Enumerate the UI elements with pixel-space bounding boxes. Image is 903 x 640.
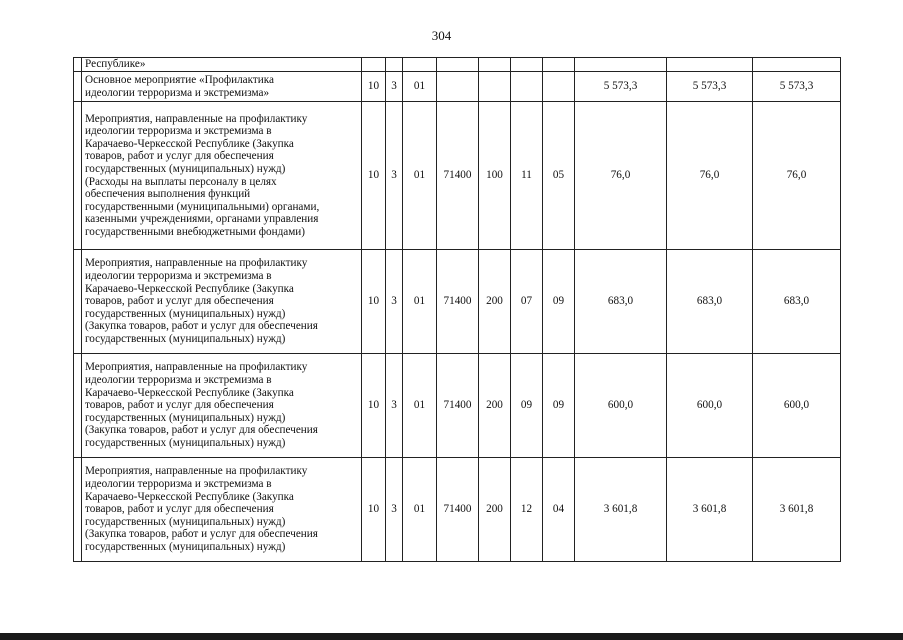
item-name-cell — [82, 458, 362, 562]
item-name-line: (Закупка товаров, работ и услуг для обеспечения — [85, 320, 318, 333]
item-name-line: государственных (муниципальных) нужд) — [85, 515, 286, 528]
code-cell — [479, 58, 511, 72]
amount-cell: 5 573,3 — [667, 72, 753, 102]
amount-cell: 683,0 — [667, 250, 753, 354]
item-name-cell — [82, 58, 362, 72]
item-name-line: Мероприятия, направленные на профилактику — [85, 361, 308, 374]
row-marker-cell — [74, 72, 82, 102]
table-row — [74, 354, 841, 458]
item-name-line: (Закупка товаров, работ и услуг для обеспечения — [85, 528, 318, 541]
code-cell: 200 — [479, 354, 511, 458]
amount-cell: 76,0 — [575, 102, 667, 250]
item-name-line: товаров, работ и услуг для обеспечения — [85, 150, 274, 163]
item-name-line: Основное мероприятие «Профилактика — [85, 73, 275, 86]
item-name-line: Карачаево-Черкесской Республике (Закупка — [85, 137, 294, 150]
item-name-line: Карачаево-Черкесской Республике (Закупка — [85, 386, 294, 399]
code-cell — [511, 58, 543, 72]
amount-cell: 5 573,3 — [753, 72, 841, 102]
item-name-line: идеологии терроризма и экстремизма в — [85, 478, 272, 491]
code-cell — [543, 72, 575, 102]
item-name-line: Мероприятия, направленные на профилактику — [85, 112, 308, 125]
row-marker-cell — [74, 354, 82, 458]
code-cell: 200 — [479, 250, 511, 354]
amount-cell: 76,0 — [753, 102, 841, 250]
code-cell: 71400 — [437, 250, 479, 354]
code-cell: 10 — [362, 458, 386, 562]
item-name-line: государственных (муниципальных) нужд) — [85, 332, 286, 345]
amount-cell — [575, 58, 667, 72]
item-name-line: обеспечения выполнения функций — [85, 188, 251, 201]
amount-cell: 3 601,8 — [575, 458, 667, 562]
code-cell: 3 — [386, 458, 403, 562]
amount-cell: 600,0 — [667, 354, 753, 458]
code-cell: 71400 — [437, 354, 479, 458]
code-cell — [386, 58, 403, 72]
code-cell: 07 — [511, 250, 543, 354]
table-row — [74, 102, 841, 250]
code-cell: 09 — [543, 354, 575, 458]
code-cell — [403, 58, 437, 72]
code-cell: 100 — [479, 102, 511, 250]
item-name-line: товаров, работ и услуг для обеспечения — [85, 295, 274, 308]
code-cell: 12 — [511, 458, 543, 562]
amount-cell — [667, 58, 753, 72]
table-row — [74, 58, 841, 72]
budget-table — [73, 57, 841, 562]
item-name-line: государственными внебюджетными фондами) — [85, 225, 306, 238]
row-marker-cell — [74, 58, 82, 72]
item-name-line: Мероприятия, направленные на профилактику — [85, 257, 308, 270]
item-name-line: государственных (муниципальных) нужд) — [85, 436, 286, 449]
code-cell: 10 — [362, 250, 386, 354]
code-cell: 01 — [403, 354, 437, 458]
code-cell: 3 — [386, 250, 403, 354]
amount-cell: 3 601,8 — [753, 458, 841, 562]
code-cell: 01 — [403, 102, 437, 250]
item-name-line: государственных (муниципальных) нужд) — [85, 540, 286, 553]
page-number: 304 — [431, 28, 452, 43]
code-cell: 3 — [386, 102, 403, 250]
code-cell — [511, 72, 543, 102]
code-cell — [543, 58, 575, 72]
item-name-line: (Расходы на выплаты персоналу в целях — [85, 175, 277, 188]
code-cell: 01 — [403, 458, 437, 562]
item-name-line: государственными (муниципальными) органами, — [85, 200, 320, 213]
item-name-cell — [82, 354, 362, 458]
item-name-line: государственных (муниципальных) нужд) — [85, 162, 286, 175]
amount-cell: 3 601,8 — [667, 458, 753, 562]
code-cell: 71400 — [437, 102, 479, 250]
code-cell: 05 — [543, 102, 575, 250]
item-name-line: идеологии терроризма и экстремизма» — [85, 86, 270, 99]
code-cell: 3 — [386, 72, 403, 102]
item-name-line: Республике» — [85, 58, 146, 71]
item-name-line: Карачаево-Черкесской Республике (Закупка — [85, 282, 294, 295]
row-marker-cell — [74, 102, 82, 250]
item-name-line: Мероприятия, направленные на профилактику — [85, 465, 308, 478]
item-name-line: государственных (муниципальных) нужд) — [85, 307, 286, 320]
table-body — [74, 58, 841, 562]
item-name-line: Карачаево-Черкесской Республике (Закупка — [85, 490, 294, 503]
amount-cell: 5 573,3 — [575, 72, 667, 102]
item-name-cell — [82, 102, 362, 250]
row-marker-cell — [74, 250, 82, 354]
item-name-line: товаров, работ и услуг для обеспечения — [85, 399, 274, 412]
code-cell: 10 — [362, 72, 386, 102]
code-cell: 11 — [511, 102, 543, 250]
scan-bottom-edge — [0, 633, 903, 640]
amount-cell: 683,0 — [575, 250, 667, 354]
item-name-line: государственных (муниципальных) нужд) — [85, 411, 286, 424]
item-name-line: казенными учреждениями, органами управления — [85, 213, 319, 226]
row-marker-cell — [74, 458, 82, 562]
table-row — [74, 72, 841, 102]
item-name-line: товаров, работ и услуг для обеспечения — [85, 503, 274, 516]
code-cell — [362, 58, 386, 72]
table-row — [74, 458, 841, 562]
amount-cell: 76,0 — [667, 102, 753, 250]
code-cell: 01 — [403, 72, 437, 102]
table-row — [74, 250, 841, 354]
item-name-line: идеологии терроризма и экстремизма в — [85, 270, 272, 283]
code-cell: 3 — [386, 354, 403, 458]
item-name-cell — [82, 72, 362, 102]
code-cell: 10 — [362, 102, 386, 250]
code-cell: 71400 — [437, 458, 479, 562]
amount-cell: 600,0 — [575, 354, 667, 458]
amount-cell: 683,0 — [753, 250, 841, 354]
item-name-line: идеологии терроризма и экстремизма в — [85, 125, 272, 138]
code-cell: 04 — [543, 458, 575, 562]
code-cell — [437, 72, 479, 102]
code-cell: 10 — [362, 354, 386, 458]
code-cell: 09 — [511, 354, 543, 458]
code-cell: 09 — [543, 250, 575, 354]
code-cell — [479, 72, 511, 102]
code-cell — [437, 58, 479, 72]
item-name-cell — [82, 250, 362, 354]
item-name-line: идеологии терроризма и экстремизма в — [85, 374, 272, 387]
code-cell: 01 — [403, 250, 437, 354]
amount-cell — [753, 58, 841, 72]
amount-cell: 600,0 — [753, 354, 841, 458]
item-name-line: (Закупка товаров, работ и услуг для обеспечения — [85, 424, 318, 437]
code-cell: 200 — [479, 458, 511, 562]
